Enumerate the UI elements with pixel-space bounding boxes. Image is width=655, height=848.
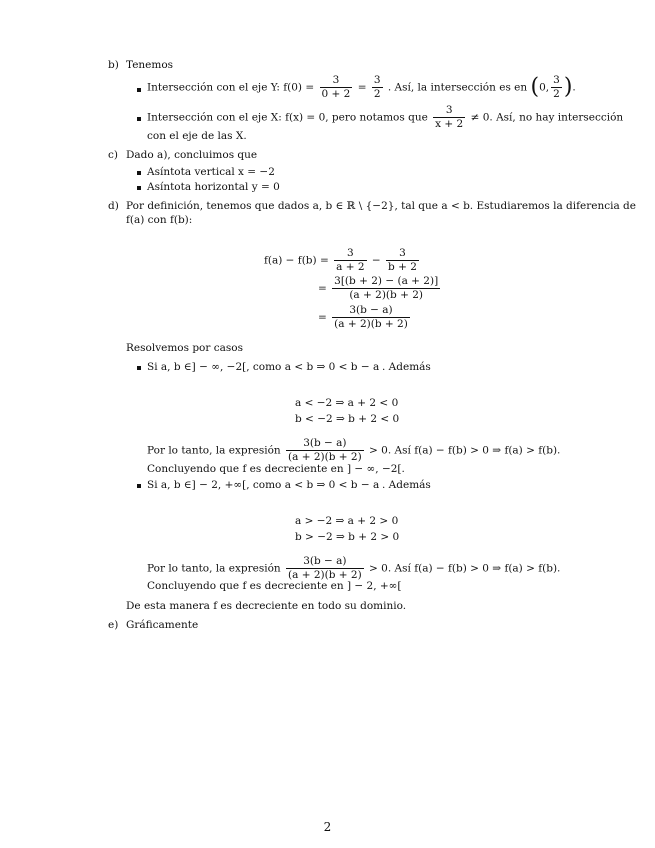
case-1-result xyxy=(147,437,560,464)
item-e-intro: Gráficamente xyxy=(126,619,199,631)
case-2-ademas: . Además xyxy=(382,479,431,491)
denominator: 0 + 2 xyxy=(321,88,351,101)
bullet xyxy=(137,117,141,121)
item-label-e: e) xyxy=(108,619,119,631)
case-1-ademas: . Además xyxy=(382,361,431,373)
fraction xyxy=(332,275,440,302)
denominator: b + 2 xyxy=(388,261,417,274)
fraction xyxy=(433,104,465,131)
case-1: Si a, b ∈] − ∞, −2[, como a < b ⇒ 0 < b − a xyxy=(147,361,380,373)
item-d-line1: Por definición, tenemos que dados a, b ∈ ℝ \ {−2}, tal que a < b. Estudiaremos la diferencia de xyxy=(126,200,636,212)
fraction xyxy=(286,437,364,464)
bullet xyxy=(137,171,141,175)
cases-intro: Resolvemos por casos xyxy=(126,342,243,354)
bullet xyxy=(137,88,141,92)
bullet xyxy=(137,186,141,190)
text: Por lo tanto, la expresión xyxy=(147,562,281,575)
text: > 0. Así f(a) − f(b) > 0 ⇒ f(a) > f(b). xyxy=(369,444,561,457)
equation-3 xyxy=(318,304,412,331)
case-2-ineq-b: b > −2 ⇒ b + 2 > 0 xyxy=(295,531,400,543)
final-statement: De esta manera f es decreciente en todo su dominio. xyxy=(126,600,407,612)
case-2: Si a, b ∈] − 2, +∞[, como a < b ⇒ 0 < b − a xyxy=(147,479,380,491)
paren: ) xyxy=(563,74,573,100)
equals: = xyxy=(318,282,327,295)
fraction xyxy=(386,247,419,274)
text: Intersección con el eje X: f(x) = 0, pero notamos que xyxy=(147,111,428,124)
fraction xyxy=(551,74,562,101)
numerator: 3[(b + 2) − (a + 2)] xyxy=(332,275,440,289)
text: = xyxy=(357,81,367,94)
case-1-ineq-a: a < −2 ⇒ a + 2 < 0 xyxy=(295,397,399,409)
item-label-c: c) xyxy=(108,149,118,161)
text: Por lo tanto, la expresión xyxy=(147,444,281,457)
bullet xyxy=(137,484,141,488)
denominator: (a + 2)(b + 2) xyxy=(288,451,362,464)
item-c-intro: Dado a), concluimos que xyxy=(126,149,258,161)
fraction xyxy=(286,555,364,582)
item-b-intro: Tenemos xyxy=(126,59,174,71)
fraction xyxy=(334,247,366,274)
text: . Así, la intersección es en xyxy=(387,81,528,94)
case-2-ineq-a: a > −2 ⇒ a + 2 > 0 xyxy=(295,515,399,527)
denominator: (a + 2)(b + 2) xyxy=(334,318,408,331)
numerator: 3 xyxy=(334,247,366,261)
denominator: 2 xyxy=(373,88,381,101)
case-1-ineq-b: b < −2 ⇒ b + 2 < 0 xyxy=(295,413,400,425)
case-1-conclusion: Concluyendo que f es decreciente en ] − ∞, −2[. xyxy=(147,463,405,475)
numerator: 3 xyxy=(372,74,383,88)
case-2-conclusion: Concluyendo que f es decreciente en ] − 2, +∞[ xyxy=(147,580,402,592)
text: > 0. Así f(a) − f(b) > 0 ⇒ f(a) > f(b). xyxy=(369,562,561,575)
fraction xyxy=(320,74,353,101)
item-d-line2: f(a) con f(b): xyxy=(126,214,193,226)
text: ≠ 0. Así, no hay intersección xyxy=(470,111,624,124)
y-intersection-line: Intersección con el eje Y: f(0) = $\frac{3}{0 + 2}$ = $\frac{3}{2}$ . Así, la intersección es en (0, $\frac{3}{2}$ ). xyxy=(147,74,576,101)
equals: = xyxy=(318,311,327,324)
equation-2 xyxy=(318,275,442,302)
x-intersection-cont: con el eje de las X. xyxy=(147,130,247,142)
numerator: 3 xyxy=(551,74,562,88)
page-number: 2 xyxy=(323,820,332,834)
numerator: 3 xyxy=(320,74,353,88)
denominator: (a + 2)(b + 2) xyxy=(288,569,362,582)
point: 0, xyxy=(539,81,550,94)
equation-1 xyxy=(264,247,421,274)
denominator: 2 xyxy=(553,88,560,101)
asymptote-horizontal: Asíntota horizontal y = 0 xyxy=(147,181,280,193)
item-label-d: d) xyxy=(108,200,119,212)
denominator: a + 2 xyxy=(336,261,365,274)
case-2-result xyxy=(147,555,560,582)
numerator: 3(b − a) xyxy=(286,555,364,569)
minus: − xyxy=(371,254,381,267)
bullet xyxy=(137,366,141,370)
text: Intersección con el eje Y: f(0) = xyxy=(147,81,315,94)
fraction xyxy=(332,304,410,331)
denominator: (a + 2)(b + 2) xyxy=(349,289,424,302)
x-intersection-line xyxy=(147,104,623,131)
numerator: 3(b − a) xyxy=(332,304,410,318)
item-label-b: b) xyxy=(108,59,119,71)
lhs: f(a) − f(b) = xyxy=(264,254,329,267)
paren: ( xyxy=(530,74,540,100)
numerator: 3 xyxy=(433,104,465,118)
fraction xyxy=(372,74,383,101)
asymptote-vertical: Asíntota vertical x = −2 xyxy=(147,166,275,178)
denominator: x + 2 xyxy=(435,118,464,131)
numerator: 3(b − a) xyxy=(286,437,364,451)
numerator: 3 xyxy=(386,247,419,261)
